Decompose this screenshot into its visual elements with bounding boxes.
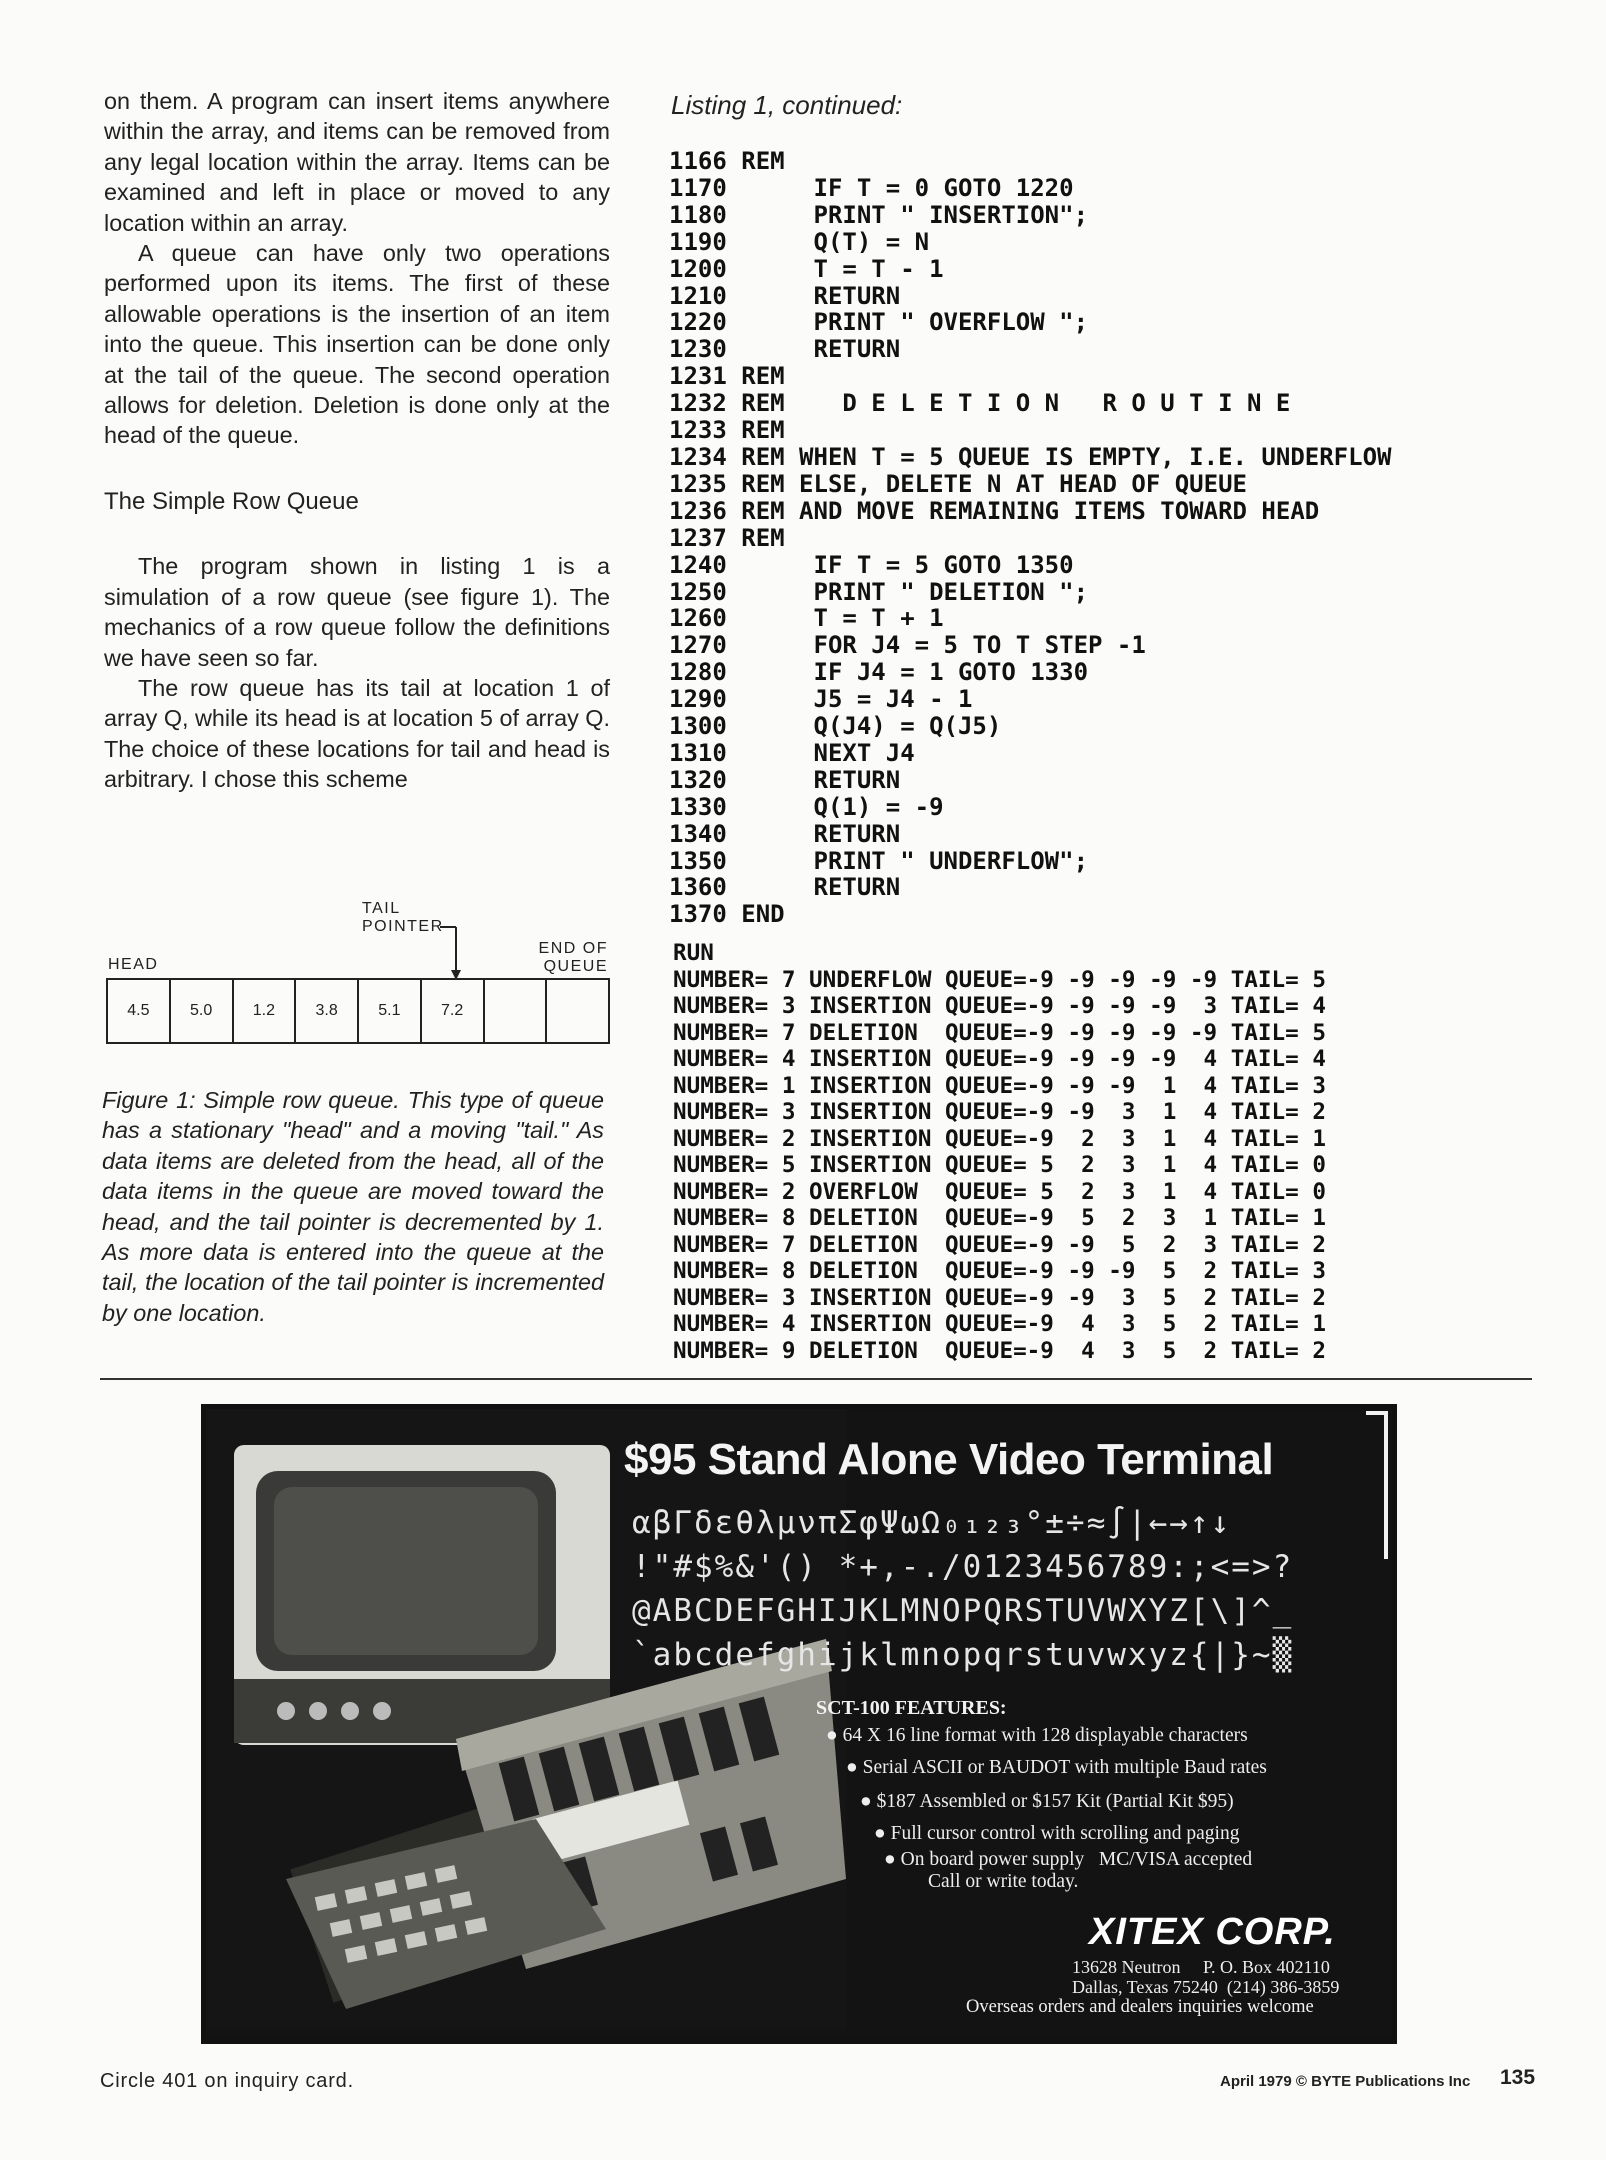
code-line: 1280 IF J4 = 1 GOTO 1330 xyxy=(669,658,1089,687)
end-of-label: END OF xyxy=(538,940,608,957)
code-line: 1290 J5 = J4 - 1 xyxy=(669,685,973,714)
feature-text: $187 Assembled or $157 Kit (Partial Kit $95) xyxy=(876,1791,1234,1812)
tail-label: TAIL xyxy=(362,900,401,917)
queue-array xyxy=(106,978,610,1044)
tail-pointer-arrow-icon xyxy=(440,926,470,982)
feature-text: On board power supply MC/VISA accepted xyxy=(900,1849,1253,1870)
feature-item xyxy=(874,1823,1239,1845)
code-line: 1236 REM AND MOVE REMAINING ITEMS TOWARD HEAD xyxy=(669,496,1320,525)
code-line: 1234 REM WHEN T = 5 QUEUE IS EMPTY, I.E. UNDERFLOW xyxy=(669,442,1392,471)
code-line: 1230 RETURN xyxy=(669,335,901,364)
feature-item xyxy=(846,1757,1267,1779)
horizontal-rule xyxy=(100,1378,1532,1380)
section-heading: The Simple Row Queue xyxy=(104,487,359,515)
feature-item xyxy=(826,1725,1248,1747)
code-line: 1260 T = T + 1 xyxy=(669,604,944,633)
address-line: 13628 Neutron P. O. Box 402110 xyxy=(1072,1957,1330,1977)
charset-line: `abcdefghijklmnopqrstuvwxyz{|}~▒ xyxy=(632,1637,1294,1673)
code-line: 1210 RETURN xyxy=(669,281,901,310)
output-line: NUMBER= 2 INSERTION QUEUE=-9 2 3 1 4 TAIL= 1 xyxy=(673,1125,1326,1152)
article-left-column xyxy=(104,86,610,795)
address-line: Dallas, Texas 75240 (214) 386-3859 xyxy=(1072,1977,1340,1997)
code-line: 1350 PRINT " UNDERFLOW"; xyxy=(669,846,1089,875)
paragraph: The program shown in listing 1 is a simulation of a row queue (see figure 1). The mechanics of a row queue follow the definitions we have seen so far. xyxy=(104,553,610,671)
output-line: NUMBER= 7 DELETION QUEUE=-9 -9 5 2 3 TAIL= 2 xyxy=(673,1231,1326,1258)
company-logo: XITEX CORP. xyxy=(1089,1911,1336,1953)
output-line: NUMBER= 3 INSERTION QUEUE=-9 -9 3 5 2 TAIL= 2 xyxy=(673,1284,1326,1311)
output-line: NUMBER= 1 INSERTION QUEUE=-9 -9 -9 1 4 TAIL= 3 xyxy=(673,1072,1326,1099)
code-line: 1320 RETURN xyxy=(669,765,901,794)
ad-title: $95 Stand Alone Video Terminal xyxy=(624,1435,1274,1484)
output-line: NUMBER= 8 DELETION QUEUE=-9 -9 -9 5 2 TAIL= 3 xyxy=(673,1258,1326,1284)
page-number: 135 xyxy=(1500,2066,1536,2089)
bullet-icon: ● xyxy=(884,1849,896,1870)
overseas-note: Overseas orders and dealers inquiries welcome xyxy=(966,1997,1314,2017)
output-line: NUMBER= 9 DELETION QUEUE=-9 4 3 5 2 TAIL= 2 xyxy=(673,1337,1326,1364)
code-line: 1220 PRINT " OVERFLOW "; xyxy=(669,308,1089,337)
inquiry-note: Circle 401 on inquiry card. xyxy=(100,2070,354,2092)
listing-heading: Listing 1, continued: xyxy=(671,90,903,120)
code-line: 1170 IF T = 0 GOTO 1220 xyxy=(669,173,1074,202)
output-line: NUMBER= 3 INSERTION QUEUE=-9 -9 3 1 4 TAIL= 2 xyxy=(673,1099,1326,1125)
feature-text: 64 X 16 line format with 128 displayable characters xyxy=(842,1725,1248,1746)
queue-cell: 5.0 xyxy=(171,980,234,1042)
code-line: 1166 REM xyxy=(669,147,785,175)
figure-caption: Figure 1: Simple row queue. This type of queue has a stationary "head" and a moving "tail." As data items are deleted from the head, all of the data items in the queue are moved toward the head, and the tail pointer is decremented by 1. As more data is entered into the queue at the tail, the location of the tail pointer is incremented by one location. xyxy=(102,1087,604,1326)
charset-line: @ABCDEFGHIJKLMNOPQRSTUVWXYZ[\]^_ xyxy=(632,1593,1294,1629)
code-line: 1250 PRINT " DELETION "; xyxy=(669,577,1089,606)
code-line: 1330 Q(1) = -9 xyxy=(669,792,944,821)
output-line: RUN xyxy=(673,940,714,966)
queue-cell: 4.5 xyxy=(108,980,171,1042)
code-line: 1233 REM xyxy=(669,416,785,445)
code-listing xyxy=(669,148,1391,928)
output-line: NUMBER= 2 OVERFLOW QUEUE= 5 2 3 1 4 TAIL= 0 xyxy=(673,1178,1326,1205)
bullet-icon: ● xyxy=(874,1823,886,1844)
bullet-icon: ● xyxy=(860,1791,872,1812)
output-line: NUMBER= 7 DELETION QUEUE=-9 -9 -9 -9 -9 TAIL= 5 xyxy=(673,1019,1326,1046)
queue-cell: 7.2 xyxy=(422,980,485,1042)
paragraph: The row queue has its tail at location 1 of array Q, while its head is at location 5 of array Q. The choice of these locations for tail and head is arbitrary. I chose this scheme xyxy=(104,674,610,793)
code-line: 1340 RETURN xyxy=(669,819,901,848)
run-output xyxy=(673,940,1326,1364)
code-line: 1235 REM ELSE, DELETE N AT HEAD OF QUEUE xyxy=(669,469,1247,498)
queue-cell: 1.2 xyxy=(234,980,297,1042)
charset-line: !"#$%&'() *+,-./0123456789:;<=>? xyxy=(632,1549,1294,1585)
publication-info: April 1979 © BYTE Publications Inc xyxy=(1220,2073,1471,2090)
queue-cell xyxy=(547,980,610,1042)
bullet-icon: ● xyxy=(826,1725,838,1746)
output-line: NUMBER= 4 INSERTION QUEUE=-9 -9 -9 -9 4 TAIL= 4 xyxy=(673,1046,1326,1072)
code-line: 1231 REM xyxy=(669,362,785,391)
code-line: 1360 RETURN xyxy=(669,873,901,902)
paragraph: A queue can have only two operations performed upon its items. The first of these allowable operations is the insertion of an item into the queue. This insertion can be done only at the tail of the queue. The second operation allows for deletion. Deletion is done only at the head of the queue. xyxy=(104,240,610,449)
output-line: NUMBER= 8 DELETION QUEUE=-9 5 2 3 1 TAIL= 1 xyxy=(673,1205,1326,1231)
terminal-illustration xyxy=(206,1409,846,2029)
call-to-action: Call or write today. xyxy=(928,1871,1079,1892)
feature-item xyxy=(860,1791,1234,1813)
feature-text: Serial ASCII or BAUDOT with multiple Baud rates xyxy=(862,1757,1267,1778)
paragraph: on them. A program can insert items anywhere within the array, and items can be removed from any legal location within the array. Items can be examined and left in place or moved to any location within an array. xyxy=(104,88,610,236)
code-line: 1240 IF T = 5 GOTO 1350 xyxy=(669,550,1074,579)
code-line: 1270 FOR J4 = 5 TO T STEP -1 xyxy=(669,631,1146,660)
output-line: NUMBER= 7 UNDERFLOW QUEUE=-9 -9 -9 -9 -9 TAIL= 5 xyxy=(673,966,1326,993)
code-line: 1237 REM xyxy=(669,523,785,552)
head-label: HEAD xyxy=(108,956,159,973)
code-line: 1190 Q(T) = N xyxy=(669,227,930,256)
advertisement xyxy=(201,1404,1397,2044)
queue-label: QUEUE xyxy=(543,958,608,975)
code-line: 1310 NEXT J4 xyxy=(669,738,915,767)
bullet-icon: ● xyxy=(846,1757,858,1778)
corner-bracket-decoration xyxy=(1366,1409,1396,1569)
code-line: 1232 REM D E L E T I O N R O U T I N E xyxy=(669,389,1291,418)
code-line: 1300 Q(J4) = Q(J5) xyxy=(669,712,1002,741)
queue-cell xyxy=(485,980,548,1042)
code-line: 1370 END xyxy=(669,900,785,929)
feature-item xyxy=(884,1849,1252,1871)
code-line: 1180 PRINT " INSERTION"; xyxy=(669,200,1089,229)
charset-line: αβΓδεθλμνπΣφΨωΩ₀₁₂₃°±÷≈∫|←→↑↓ xyxy=(632,1505,1232,1541)
queue-cell: 3.8 xyxy=(296,980,359,1042)
features-title: SCT-100 FEATURES: xyxy=(816,1697,1007,1719)
queue-cell: 5.1 xyxy=(359,980,422,1042)
pointer-label: POINTER xyxy=(362,918,444,935)
output-line: NUMBER= 5 INSERTION QUEUE= 5 2 3 1 4 TAIL= 0 xyxy=(673,1152,1326,1178)
figure-1-diagram xyxy=(104,890,610,1070)
output-line: NUMBER= 4 INSERTION QUEUE=-9 4 3 5 2 TAIL= 1 xyxy=(673,1311,1326,1337)
feature-text: Full cursor control with scrolling and paging xyxy=(890,1823,1240,1844)
code-line: 1200 T = T - 1 xyxy=(669,254,944,283)
output-line: NUMBER= 3 INSERTION QUEUE=-9 -9 -9 -9 3 TAIL= 4 xyxy=(673,993,1326,1019)
